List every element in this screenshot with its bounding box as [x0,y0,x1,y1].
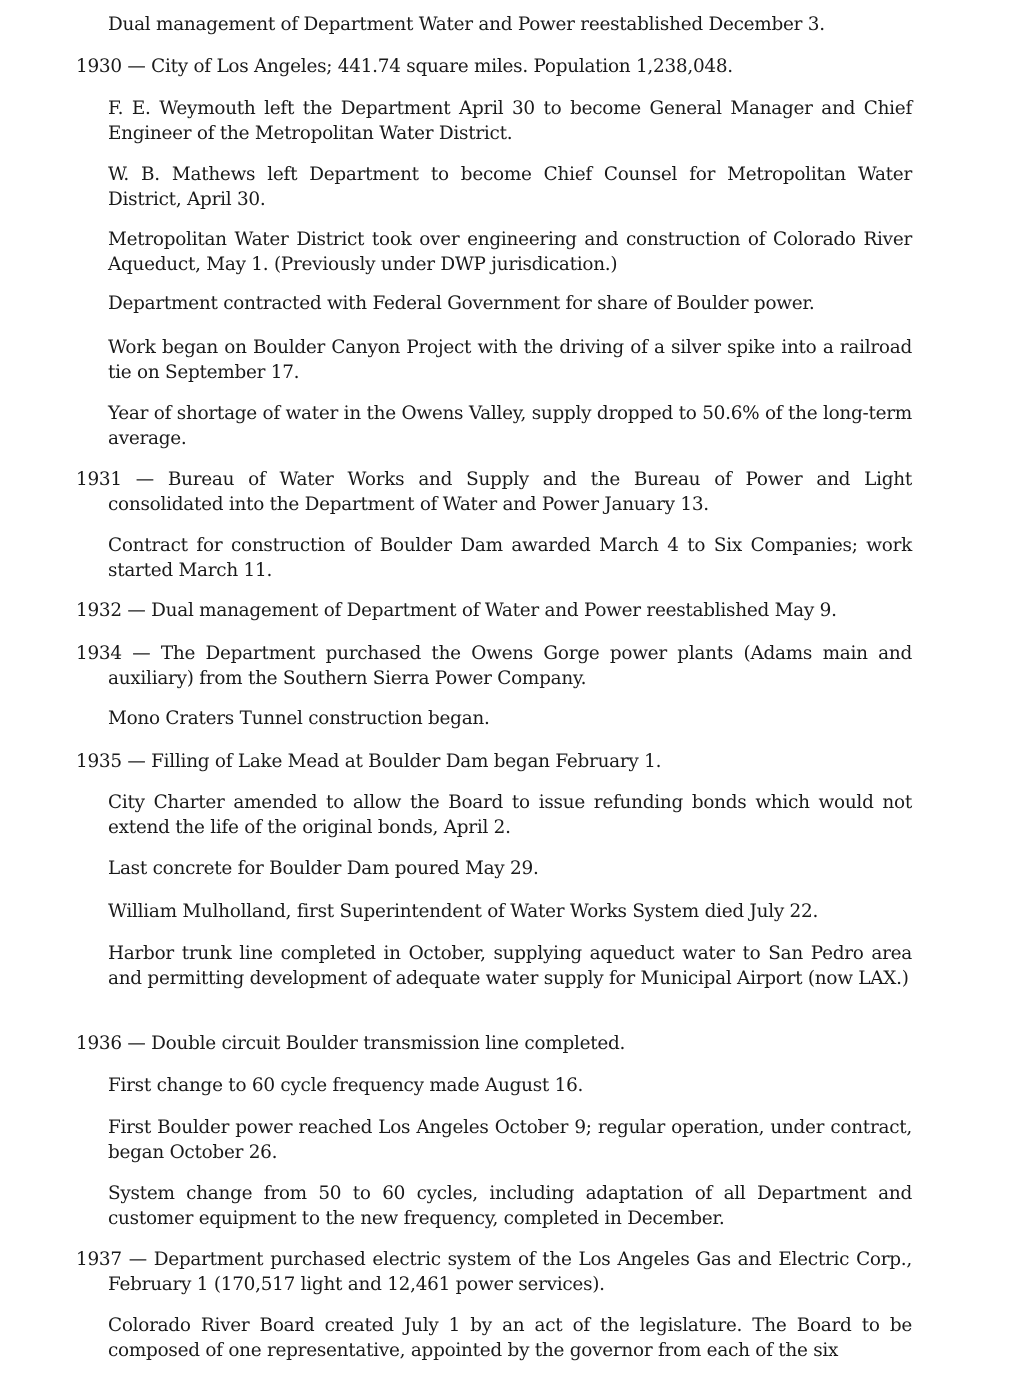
entry-text: Mono Craters Tunnel construction began. [108,708,490,729]
entry-text: F. E. Weymouth left the Department April 30 to become General Manager and Chief Engineer of the Metropolitan Water District. [108,98,912,144]
entry-text: Dual management of Department of Water and Power reestablished May 9. [151,600,837,621]
entry-text: William Mulholland, first Superintendent of Water Works System died July 22. [108,901,819,922]
timeline-entry [108,227,912,277]
entry-text: Department purchased electric system of the Los Angeles Gas and Electric Corp., February 1 (170,517 light and 12,461 power services). [108,1249,912,1295]
entry-year: 1935 [76,751,122,772]
timeline-entry: 1934 — The Department purchased the Owens Gorge power plants (Adams main and auxiliary) from the Southern Sierra Power Company. [76,643,912,689]
timeline-entry: 1937 — Department purchased electric system of the Los Angeles Gas and Electric Corp., February 1 (170,517 light and 12,461 power services). [76,1249,912,1295]
timeline-entry [108,335,912,385]
entry-text: Work began on Boulder Canyon Project with the driving of a silver spike into a railroad tie on September 17. [108,337,912,383]
entry-text: Double circuit Boulder transmission line completed. [151,1033,626,1054]
entry-text: Department contracted with Federal Government for share of Boulder power. [108,293,815,314]
timeline-entry [108,533,912,583]
timeline-entry [108,401,912,451]
timeline-entry [108,1073,912,1098]
timeline-entry [108,790,912,840]
timeline-entry [108,1313,912,1363]
entry-year: 1937 [76,1249,122,1270]
entry-text: Dual management of Department Water and Power reestablished December 3. [108,14,825,35]
entry-text: City Charter amended to allow the Board to issue refunding bonds which would not extend the life of the original bonds, April 2. [108,792,912,838]
entry-text: Last concrete for Boulder Dam poured May 29. [108,858,539,879]
timeline-entry: 1935 — Filling of Lake Mead at Boulder Dam began February 1. [76,751,662,772]
entry-year: 1936 [76,1033,122,1054]
timeline-entry [108,1181,912,1231]
timeline-entry [108,1115,912,1165]
timeline-entry [108,291,912,316]
timeline-entry [108,856,912,881]
timeline-entry [108,706,912,731]
entry-text: Colorado River Board created July 1 by an act of the legislature. The Board to be composed of one representative, appointed by the governor from each of the six [108,1315,912,1361]
entry-year: 1930 [76,56,122,77]
timeline-entry: 1931 — Bureau of Water Works and Supply and the Bureau of Power and Light consolidated into the Department of Water and Power January 13. [76,469,912,515]
entry-text: Metropolitan Water District took over engineering and construction of Colorado River Aqueduct, May 1. (Previously under DWP jurisdication.) [108,229,912,275]
timeline-entry [108,941,912,991]
entry-text: The Department purchased the Owens Gorge power plants (Adams main and auxiliary) from the Southern Sierra Power Company. [108,643,912,689]
timeline-entry [108,162,912,212]
entry-text: First Boulder power reached Los Angeles October 9; regular operation, under contract, began October 26. [108,1117,912,1163]
entry-text: Filling of Lake Mead at Boulder Dam began February 1. [151,751,662,772]
timeline-entry: 1936 — Double circuit Boulder transmission line completed. [76,1033,626,1054]
timeline-entry [108,12,912,37]
entry-text: System change from 50 to 60 cycles, including adaptation of all Department and customer equipment to the new frequency, completed in December. [108,1183,912,1229]
entry-year: 1934 [76,643,122,664]
entry-text: City of Los Angeles; 441.74 square miles. Population 1,238,048. [151,56,733,77]
entry-text: Contract for construction of Boulder Dam awarded March 4 to Six Companies; work started March 11. [108,535,912,581]
entry-text: Harbor trunk line completed in October, supplying aqueduct water to San Pedro area and permitting development of adequate water supply for Municipal Airport (now LAX.) [108,943,912,989]
timeline-entry [108,96,912,146]
entry-year: 1932 [76,600,122,621]
timeline-entry: 1932 — Dual management of Department of Water and Power reestablished May 9. [76,600,837,621]
timeline-entry [108,899,912,924]
entry-text: W. B. Mathews left Department to become Chief Counsel for Metropolitan Water District, April 30. [108,164,912,210]
entry-text: Year of shortage of water in the Owens Valley, supply dropped to 50.6% of the long-term average. [108,403,912,449]
timeline-entry: 1930 — City of Los Angeles; 441.74 square miles. Population 1,238,048. [76,56,733,77]
entry-text: Bureau of Water Works and Supply and the Bureau of Power and Light consolidated into the Department of Water and Power January 13. [108,469,912,515]
entry-text: First change to 60 cycle frequency made August 16. [108,1075,584,1096]
entry-year: 1931 [76,469,122,490]
